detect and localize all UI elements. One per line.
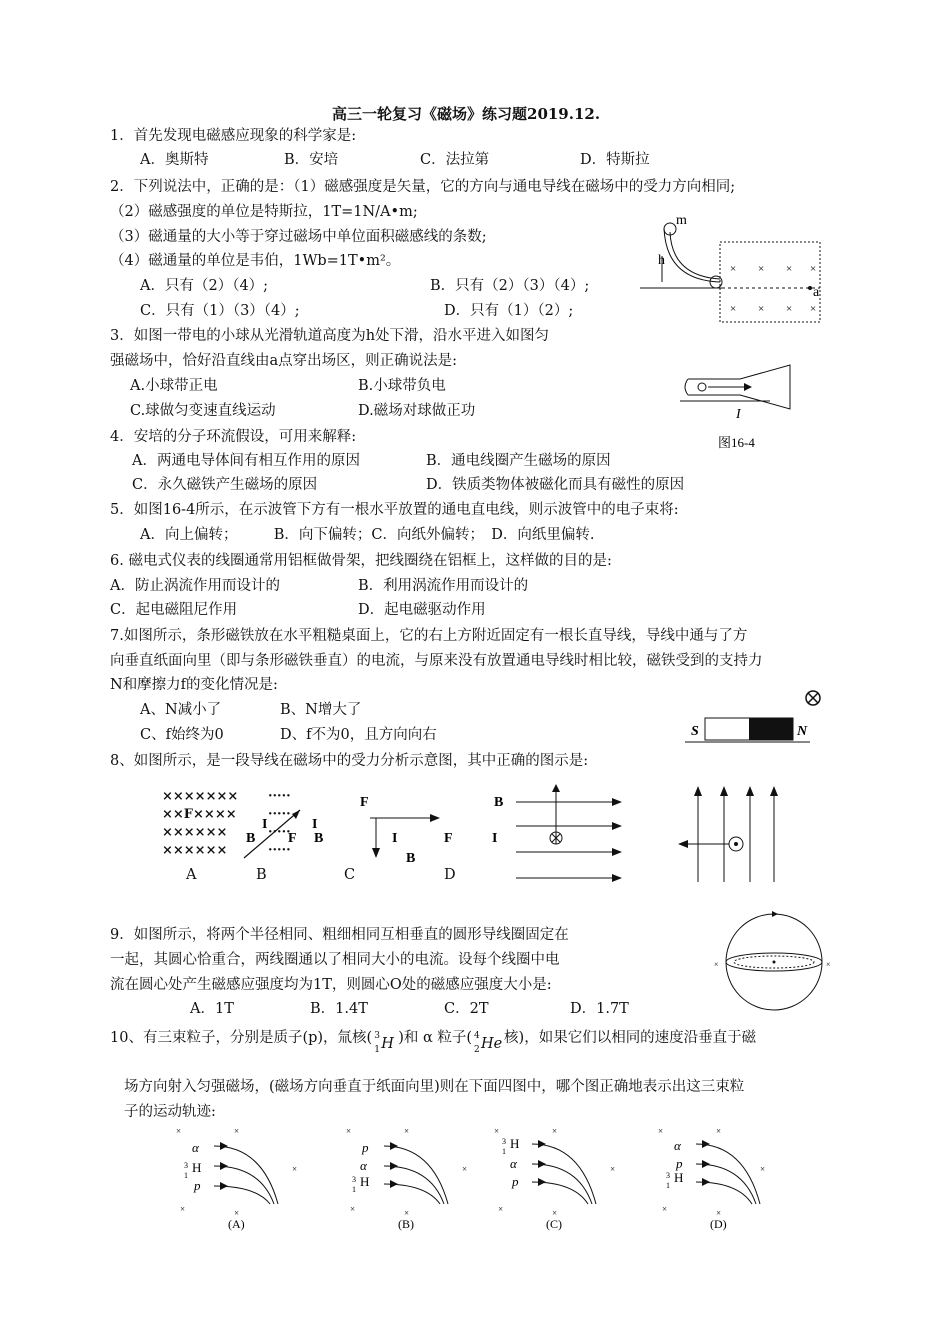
svg-text:F: F bbox=[288, 831, 297, 846]
figure-q7-magnet bbox=[685, 688, 830, 748]
figure-q10-tracks bbox=[170, 1124, 780, 1236]
svg-text:×: × bbox=[498, 1204, 504, 1214]
svg-text:H: H bbox=[510, 1136, 520, 1151]
svg-text:B: B bbox=[494, 795, 504, 810]
svg-text:×: × bbox=[658, 1126, 664, 1136]
q9-option-c: C．2T bbox=[444, 1001, 489, 1017]
figure-q8-right bbox=[676, 782, 786, 887]
figure-q9-coils bbox=[712, 910, 837, 1015]
svg-text:×: × bbox=[786, 303, 793, 315]
q8-label-a: A bbox=[186, 867, 197, 883]
nuclide-h: 3 1 H bbox=[374, 1031, 394, 1055]
panel-a bbox=[176, 1126, 297, 1231]
question-4: 4．安培的分子环流假设，可用来解释: bbox=[110, 429, 357, 445]
svg-text:F: F bbox=[444, 831, 453, 846]
question-9-line3: 流在圆心处产生磁感应强度均为1T，则圆心O处的磁感应强度大小是: bbox=[110, 977, 552, 993]
svg-text:H: H bbox=[674, 1170, 684, 1185]
figure-q8-b-dots: ····· ····· ····· ····· bbox=[268, 789, 291, 858]
svg-text:×: × bbox=[730, 303, 737, 315]
q9-option-b: B．1.4T bbox=[310, 1001, 368, 1017]
svg-text:3: 3 bbox=[502, 1137, 506, 1146]
svg-text:×: × bbox=[758, 263, 765, 275]
svg-text:×: × bbox=[234, 1208, 240, 1218]
q7-option-a: A、N减小了 bbox=[140, 702, 222, 718]
svg-text:B: B bbox=[246, 831, 256, 846]
svg-text:×: × bbox=[494, 1126, 500, 1136]
svg-text:α: α bbox=[360, 1158, 367, 1173]
q3-option-a: A.小球带正电 bbox=[130, 378, 218, 394]
question-7-line3: N和摩擦力f的变化情况是: bbox=[110, 677, 278, 693]
q5-options: A．向上偏转； B．向下偏转；C．向纸外偏转； D．向纸里偏转. bbox=[140, 527, 595, 543]
figure-q8-b-wire bbox=[236, 806, 346, 864]
question-6: 6. 磁电式仪表的线圈通常用铝框做骨架，把线圈绕在铝框上，这样做的目的是: bbox=[110, 553, 612, 569]
pole-s: S bbox=[691, 724, 699, 739]
q1-option-d: D．特斯拉 bbox=[580, 152, 650, 168]
svg-text:×: × bbox=[826, 960, 831, 969]
q4-option-d: D．铁质类物体被磁化而具有磁性的原因 bbox=[426, 477, 685, 493]
q3-option-c: C.球做匀变速直线运动 bbox=[130, 403, 276, 419]
label-a: a bbox=[813, 285, 820, 300]
current-label: I bbox=[736, 407, 741, 422]
question-8: 8、如图所示，是一段导线在磁场中的受力分析示意图，其中正确的图示是: bbox=[110, 753, 589, 769]
figure-q8-c bbox=[350, 790, 490, 885]
svg-text:1: 1 bbox=[666, 1181, 670, 1190]
svg-text:×: × bbox=[758, 303, 765, 315]
svg-text:B: B bbox=[314, 831, 324, 846]
svg-text:×: × bbox=[610, 1164, 616, 1174]
q2-option-b: B．只有（2）（3）（4）; bbox=[430, 278, 590, 294]
svg-text:×: × bbox=[350, 1204, 356, 1214]
svg-text:(D): (D) bbox=[710, 1217, 727, 1231]
q4-option-a: A．两通电导体间有相互作用的原因 bbox=[132, 453, 360, 469]
svg-text:(C): (C) bbox=[546, 1217, 562, 1231]
q6-option-a: A．防止涡流作用而设计的 bbox=[110, 578, 280, 594]
question-1: 1．首先发现电磁感应现象的科学家是: bbox=[110, 128, 357, 144]
question-5: 5．如图16-4所示，在示波管下方有一根水平放置的通电直电线，则示波管中的电子束将: bbox=[110, 502, 679, 518]
q8-label-b: B bbox=[256, 867, 267, 883]
q4-option-b: B．通电线圈产生磁场的原因 bbox=[426, 453, 611, 469]
svg-text:×: × bbox=[552, 1208, 558, 1218]
svg-text:B: B bbox=[406, 851, 416, 866]
question-2-line4: （4）磁通量的单位是韦伯，1Wb=1T•m²。 bbox=[110, 253, 401, 269]
svg-text:×: × bbox=[462, 1164, 468, 1174]
svg-text:α: α bbox=[674, 1138, 681, 1153]
question-10-line3: 子的运动轨迹: bbox=[124, 1104, 216, 1120]
q6-option-c: C．起电磁阻尼作用 bbox=[110, 602, 238, 618]
svg-text:p: p bbox=[194, 1178, 201, 1193]
svg-text:×: × bbox=[662, 1204, 668, 1214]
question-3-line2: 强磁场中，恰好沿直线由a点穿出场区，则正确说法是: bbox=[110, 353, 458, 369]
q6-option-b: B．利用涡流作用而设计的 bbox=[358, 578, 529, 594]
svg-text:×: × bbox=[176, 1126, 182, 1136]
svg-text:×: × bbox=[292, 1164, 298, 1174]
q9-option-d: D．1.7T bbox=[570, 1001, 629, 1017]
q1-option-c: C．法拉第 bbox=[420, 152, 490, 168]
svg-text:×: × bbox=[404, 1208, 410, 1218]
q3-option-d: D.磁场对球做正功 bbox=[358, 403, 476, 419]
pole-n: N bbox=[797, 724, 808, 739]
svg-text:×: × bbox=[730, 263, 737, 275]
question-2-line2: （2）磁感强度的单位是特斯拉，1T=1N/A•m; bbox=[110, 204, 418, 220]
nuclide-he: 4 2 He bbox=[474, 1031, 503, 1055]
svg-text:×: × bbox=[810, 263, 817, 275]
figure-caption: 图16-4 bbox=[718, 435, 755, 450]
question-7: 7.如图所示，条形磁铁放在水平粗糙桌面上，它的右上方附近固定有一根长直导线，导线中通与了方 bbox=[110, 628, 748, 644]
question-2: 2．下列说法中，正确的是：（1）磁感强度是矢量，它的方向与通电导线在磁场中的受力方向相同; bbox=[110, 179, 736, 195]
page-title: 高三一轮复习《磁场》练习题2019.12. bbox=[332, 105, 601, 123]
question-3: 3．如图一带电的小球从光滑轨道高度为h处下滑，沿水平进入如图匀 bbox=[110, 328, 550, 344]
label-m: m bbox=[676, 213, 687, 228]
q7-option-c: C、f始终为0 bbox=[140, 727, 224, 743]
q2-option-d: D．只有（1）（2）; bbox=[444, 303, 574, 319]
svg-text:1: 1 bbox=[502, 1147, 506, 1156]
cross-row: ××××××× bbox=[162, 789, 239, 804]
svg-text:×: × bbox=[552, 1126, 558, 1136]
label-h: h bbox=[658, 253, 665, 268]
svg-text:3: 3 bbox=[184, 1161, 188, 1170]
svg-text:α: α bbox=[510, 1156, 517, 1171]
svg-text:p: p bbox=[362, 1140, 369, 1155]
svg-text:×: × bbox=[346, 1126, 352, 1136]
q8-label-d: D bbox=[444, 867, 456, 883]
svg-text:×: × bbox=[180, 1204, 186, 1214]
svg-text:1: 1 bbox=[184, 1171, 188, 1180]
svg-text:I: I bbox=[312, 817, 318, 832]
q6-option-d: D．起电磁驱动作用 bbox=[358, 602, 486, 618]
svg-text:p: p bbox=[512, 1174, 519, 1189]
svg-text:×: × bbox=[404, 1126, 410, 1136]
svg-text:×: × bbox=[716, 1208, 722, 1218]
panel-d bbox=[658, 1126, 765, 1231]
svg-text:p: p bbox=[676, 1156, 683, 1171]
q1-option-a: A．奥斯特 bbox=[140, 152, 209, 168]
q7-option-d: D、f不为0，且方向向右 bbox=[280, 727, 437, 743]
svg-text:×: × bbox=[760, 1164, 766, 1174]
figure-q3-track bbox=[640, 210, 830, 330]
svg-text:×: × bbox=[714, 960, 719, 969]
svg-text:I: I bbox=[492, 831, 498, 846]
svg-text:F: F bbox=[360, 795, 369, 810]
q2-option-a: A．只有（2）（4）; bbox=[140, 278, 269, 294]
svg-text:H: H bbox=[360, 1174, 370, 1189]
q4-option-c: C．永久磁铁产生磁场的原因 bbox=[132, 477, 318, 493]
q2-option-c: C．只有（1）（3）（4）; bbox=[140, 303, 300, 319]
cross-row: ×××××× bbox=[162, 825, 228, 840]
svg-text:H: H bbox=[192, 1160, 202, 1175]
question-10: 10、有三束粒子，分别是质子(p)，氚核( 3 1 H )和 α 粒子( 4 2 He 核)，如果它们以相同的速度沿垂直于磁 bbox=[110, 1030, 757, 1055]
question-9: 9．如图所示，将两个半径相同、粗细相同互相垂直的圆形导线圈固定在 bbox=[110, 927, 569, 943]
svg-text:1: 1 bbox=[352, 1185, 356, 1194]
svg-text:α: α bbox=[192, 1140, 199, 1155]
svg-text:3: 3 bbox=[666, 1171, 670, 1180]
q9-option-a: A．1T bbox=[190, 1001, 234, 1017]
svg-text:3: 3 bbox=[352, 1175, 356, 1184]
svg-text:(A): (A) bbox=[228, 1217, 245, 1231]
svg-text:×: × bbox=[716, 1126, 722, 1136]
svg-text:×: × bbox=[786, 263, 793, 275]
question-7-line2: 向垂直纸面向里（即与条形磁铁垂直）的电流，与原来没有放置通电导线时相比较，磁铁受到的支持力 bbox=[110, 653, 763, 669]
svg-text:I: I bbox=[392, 831, 398, 846]
svg-text:×: × bbox=[234, 1126, 240, 1136]
svg-text:×: × bbox=[810, 303, 817, 315]
svg-text:(B): (B) bbox=[398, 1217, 414, 1231]
q7-option-b: B、N增大了 bbox=[280, 702, 362, 718]
question-2-line3: （3）磁通量的大小等于穿过磁场中单位面积磁感线的条数; bbox=[110, 229, 487, 245]
svg-text:I: I bbox=[262, 817, 268, 832]
q3-option-b: B.小球带负电 bbox=[358, 378, 446, 394]
panel-c bbox=[494, 1126, 615, 1231]
q8-label-c: C bbox=[344, 867, 356, 883]
figure-q8-d bbox=[488, 782, 628, 887]
figure-q8-ab: ××××××× ××F×××× ×××××× ×××××× bbox=[162, 789, 239, 858]
cross-row: ×××××× bbox=[162, 843, 228, 858]
panel-b bbox=[346, 1126, 467, 1231]
question-9-line2: 一起，其圆心恰重合，两线圈通以了相同大小的电流。设每个线圈中电 bbox=[110, 952, 560, 968]
question-10-line2: 场方向射入匀强磁场，(磁场方向垂直于纸面向里)则在下面四图中，哪个图正确地表示出这三束粒 bbox=[124, 1079, 745, 1095]
q1-option-b: B．安培 bbox=[284, 152, 339, 168]
figure-16-4-oscilloscope bbox=[680, 355, 810, 455]
